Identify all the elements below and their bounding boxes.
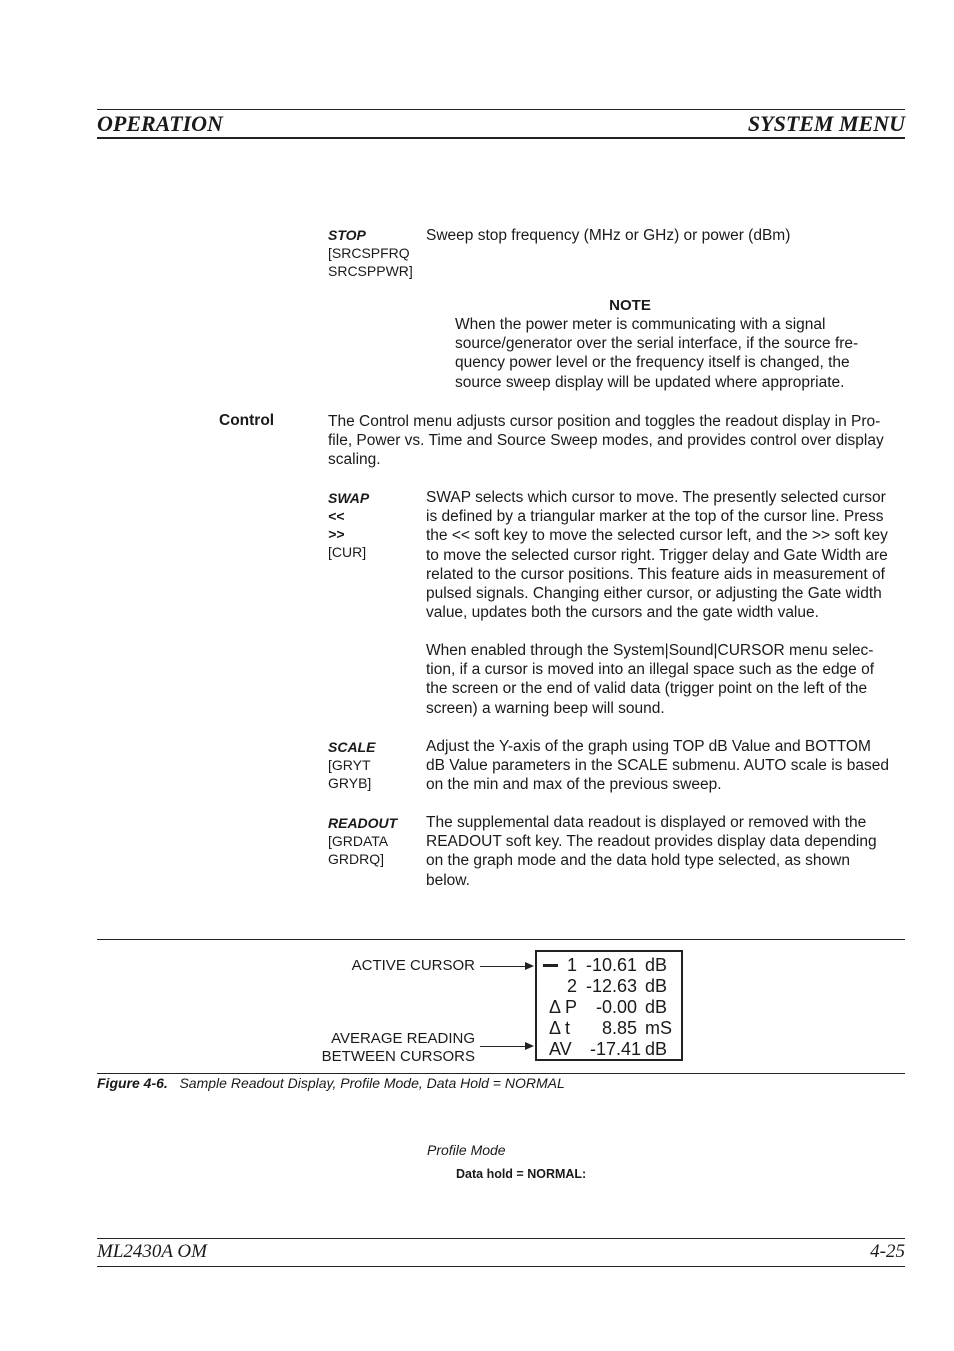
header-bottom-rule <box>97 137 905 139</box>
readout-row <box>537 1018 681 1039</box>
readout-symbol: Δ P <box>549 997 578 1017</box>
note-line: source sweep display will be updated where appropriate. <box>455 373 845 391</box>
mnemonic: [SRCSPFRQ <box>328 245 410 261</box>
text-line: the screen or the end of valid data (trigger point on the left of the <box>426 680 868 698</box>
readout-row <box>537 1039 681 1060</box>
mnemonic: [GRYT <box>328 757 371 773</box>
swap-description <box>426 488 906 622</box>
figure-top-rule <box>97 939 905 940</box>
readout-symbol: Δ t <box>549 1018 571 1038</box>
average-reading-label <box>280 1030 475 1066</box>
readout-description <box>426 813 906 890</box>
readout-value: -0.00 <box>595 997 637 1017</box>
note-line: When the power meter is communicating with a signal <box>455 316 826 333</box>
readout-symbol: 1 <box>567 955 578 975</box>
scale-description <box>426 737 906 795</box>
active-cursor-label: ACTIVE CURSOR <box>351 957 475 974</box>
text-line: on the graph mode and the data hold type selected, as shown <box>426 852 850 870</box>
active-cursor-arrow <box>480 966 532 967</box>
control-description <box>328 412 906 470</box>
text-line: The Control menu adjusts cursor position and toggles the readout display in Pro- <box>328 413 881 430</box>
mnemonic: GRYB] <box>328 775 372 791</box>
mnemonic: [GRDATA <box>328 833 389 849</box>
readout-value: 8.85 <box>601 1018 637 1038</box>
text-line: the << soft key to move the selected cursor left, and the >> soft key <box>426 527 888 545</box>
section-title: OPERATION <box>97 111 223 136</box>
softkey-name: READOUT <box>328 815 398 831</box>
note-line: quency power level or the frequency itself is changed, the <box>455 354 850 372</box>
note-line: source/generator over the serial interface, if the source fre- <box>455 335 859 353</box>
data-hold-label: Data hold = NORMAL: <box>456 1167 587 1181</box>
softkey-name: SCALE <box>328 739 376 755</box>
text-line: scaling. <box>328 451 381 469</box>
footer-bottom-rule <box>97 1266 905 1267</box>
document-id: ML2430A OM <box>97 1241 207 1262</box>
readout-value: -12.63 <box>585 976 637 996</box>
text-line: SWAP selects which cursor to move. The presently selected cursor <box>426 489 886 506</box>
readout-value: -17.41 <box>589 1039 641 1059</box>
softkey-scale <box>328 738 375 792</box>
caption-number: Figure 4-6. <box>97 1075 168 1091</box>
mnemonic: << <box>328 508 345 524</box>
mnemonic: [CUR] <box>328 544 367 560</box>
text-line: When enabled through the System|Sound|CURSOR menu selec- <box>426 642 874 659</box>
label-line: AVERAGE READING <box>331 1030 475 1047</box>
text-line: pulsed signals. Changing either cursor, or adjusting the Gate width <box>426 585 882 603</box>
label-line: BETWEEN CURSORS <box>321 1048 475 1065</box>
readout-value: -10.61 <box>585 955 637 975</box>
softkey-name: STOP <box>328 227 366 243</box>
swap-description-2 <box>426 641 906 718</box>
readout-unit: dB <box>645 955 668 975</box>
readout-symbol: AV <box>549 1039 572 1059</box>
menu-title: SYSTEM MENU <box>747 111 905 136</box>
readout-unit: mS <box>645 1018 672 1038</box>
text-line: The supplemental data readout is displayed or removed with the <box>426 814 867 831</box>
header-top-rule <box>97 109 905 110</box>
text-line: Adjust the Y-axis of the graph using TOP dB Value and BOTTOM <box>426 738 871 755</box>
figure-bottom-rule <box>97 1073 905 1074</box>
text-line: is defined by a triangular marker at the top of the cursor line. Press <box>426 508 884 526</box>
text-line: file, Power vs. Time and Source Sweep modes, and provides control over display <box>328 432 884 450</box>
mnemonic: >> <box>328 526 345 542</box>
stop-description: Sweep stop frequency (MHz or GHz) or power (dBm) <box>426 227 791 244</box>
softkey-stop <box>328 226 413 280</box>
readout-unit: dB <box>645 997 668 1017</box>
text-line: value, updates both the cursors and the gate width value. <box>426 604 819 622</box>
readout-unit: dB <box>645 976 668 996</box>
readout-symbol: 2 <box>567 976 578 996</box>
caption-text: Sample Readout Display, Profile Mode, Data Hold = NORMAL <box>179 1075 565 1091</box>
softkey-swap <box>328 489 369 561</box>
readout-row <box>537 955 681 976</box>
text-line: below. <box>426 871 470 889</box>
text-line: tion, if a cursor is moved into an illegal space such as the edge of <box>426 661 875 679</box>
profile-mode-label: Profile Mode <box>427 1142 506 1158</box>
note-body <box>455 315 885 392</box>
text-line: related to the cursor positions. This feature aids in measurement of <box>426 565 885 583</box>
footer-top-rule <box>97 1238 905 1239</box>
readout-row <box>537 997 681 1018</box>
text-line: to move the selected cursor right. Trigger delay and Gate Width are <box>426 546 888 564</box>
control-heading: Control <box>219 412 275 429</box>
softkey-name: SWAP <box>328 490 370 506</box>
mnemonic: GRDRQ] <box>328 851 384 867</box>
text-line: READOUT soft key. The readout provides display data depending <box>426 833 877 851</box>
softkey-readout <box>328 814 397 868</box>
mnemonic: SRCSPPWR] <box>328 263 413 279</box>
page-number: 4-25 <box>870 1241 905 1262</box>
text-line: dB Value parameters in the SCALE submenu. AUTO scale is based <box>426 757 889 775</box>
note-title: NOTE <box>609 297 651 314</box>
readout-display <box>535 950 683 1061</box>
readout-row <box>537 976 681 997</box>
figure-caption <box>97 1075 565 1091</box>
readout-unit: dB <box>645 1039 668 1059</box>
average-reading-arrow <box>480 1046 532 1047</box>
text-line: screen) a warning beep will sound. <box>426 699 665 717</box>
text-line: on the min and max of the previous sweep. <box>426 776 722 794</box>
